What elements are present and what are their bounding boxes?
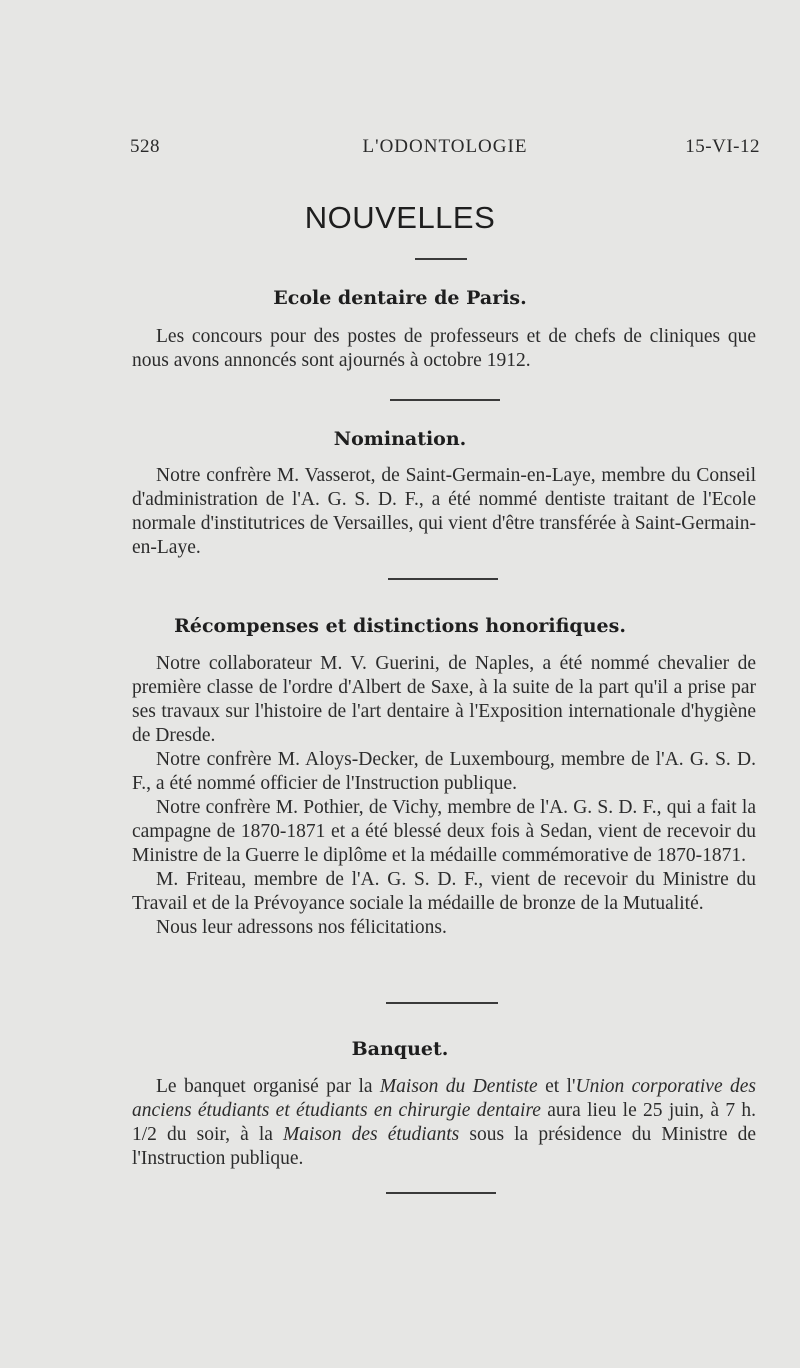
italic-run: Union corporative des anciens étudiants et étudiants en chirurgie dentaire: [132, 1076, 756, 1121]
title-divider: [415, 258, 467, 260]
paragraph: Nous leur adressons nos félicitations.: [156, 917, 447, 938]
text-run: et l': [537, 1076, 576, 1097]
section-body-banquet: [132, 1075, 756, 1171]
text-run: Le banquet organisé par la: [156, 1076, 380, 1097]
page-title: NOUVELLES: [304, 200, 496, 235]
paragraph: Notre confrère M. Pothier, de Vichy, membre de l'A. G. S. D. F., qui a fait la campagne de 1870-1871 et a été blessé deux fois à Sedan, vient de recevoir du Ministre de la Guerre le diplôme et la médaille commémorative de 1870-1871.: [132, 797, 756, 866]
italic-run: Maison du Dentiste: [379, 1076, 538, 1097]
paragraph: Les concours pour des postes de professeurs et de chefs de cliniques que nous avons annoncés sont ajournés à octobre 1912.: [132, 326, 756, 371]
section-divider: [386, 1002, 498, 1004]
section-divider: [386, 1192, 496, 1194]
issue-date: 15-VI-12: [685, 136, 760, 157]
paragraph: Notre confrère M. Aloys-Decker, de Luxembourg, membre de l'A. G. S. D. F., a été nommé officier de l'Instruction publique.: [132, 749, 756, 794]
paragraph: Notre collaborateur M. V. Guerini, de Naples, a été nommé chevalier de première classe de l'ordre d'Albert de Saxe, à la suite de la part qu'il a prise par ses travaux sur l'histoire de l'art dentaire à l'Exposition internationale d'hygiène de Dresde.: [132, 653, 756, 746]
section-heading-nomination: Nomination.: [333, 428, 467, 450]
section-body-ecole: [132, 325, 756, 373]
section-divider: [390, 399, 500, 401]
page-number: 528: [130, 136, 160, 157]
running-header: [130, 136, 760, 160]
journal-title: L'ODONTOLOGIE: [362, 136, 528, 157]
section-divider: [388, 578, 498, 580]
section-heading-banquet: Banquet.: [351, 1038, 449, 1060]
paragraph: M. Friteau, membre de l'A. G. S. D. F., vient de recevoir du Ministre du Travail et de la Prévoyance sociale la médaille de bronze de la Mutualité.: [132, 869, 756, 914]
paragraph: [132, 1075, 756, 1171]
paragraph: Notre confrère M. Vasserot, de Saint-Germain-en-Laye, membre du Conseil d'administration de l'A. G. S. D. F., a été nommé dentiste traitant de l'Ecole normale d'institutrices de Versailles, qui vient d'être transférée à Saint-Germain-en-Laye.: [132, 465, 756, 558]
text-run: aura lieu le 25 juin, à 7 h. 1/2 du soir, à la: [132, 1100, 756, 1145]
section-heading-ecole: Ecole dentaire de Paris.: [273, 287, 527, 309]
section-body-recompenses: [132, 652, 756, 940]
section-body-nomination: [132, 464, 756, 560]
section-heading-recompenses: Récompenses et distinctions honorifiques.: [174, 615, 626, 637]
text-run: sous la présidence du Ministre de l'Instruction publique.: [132, 1124, 756, 1169]
italic-run: Maison des étudiants: [283, 1124, 460, 1145]
